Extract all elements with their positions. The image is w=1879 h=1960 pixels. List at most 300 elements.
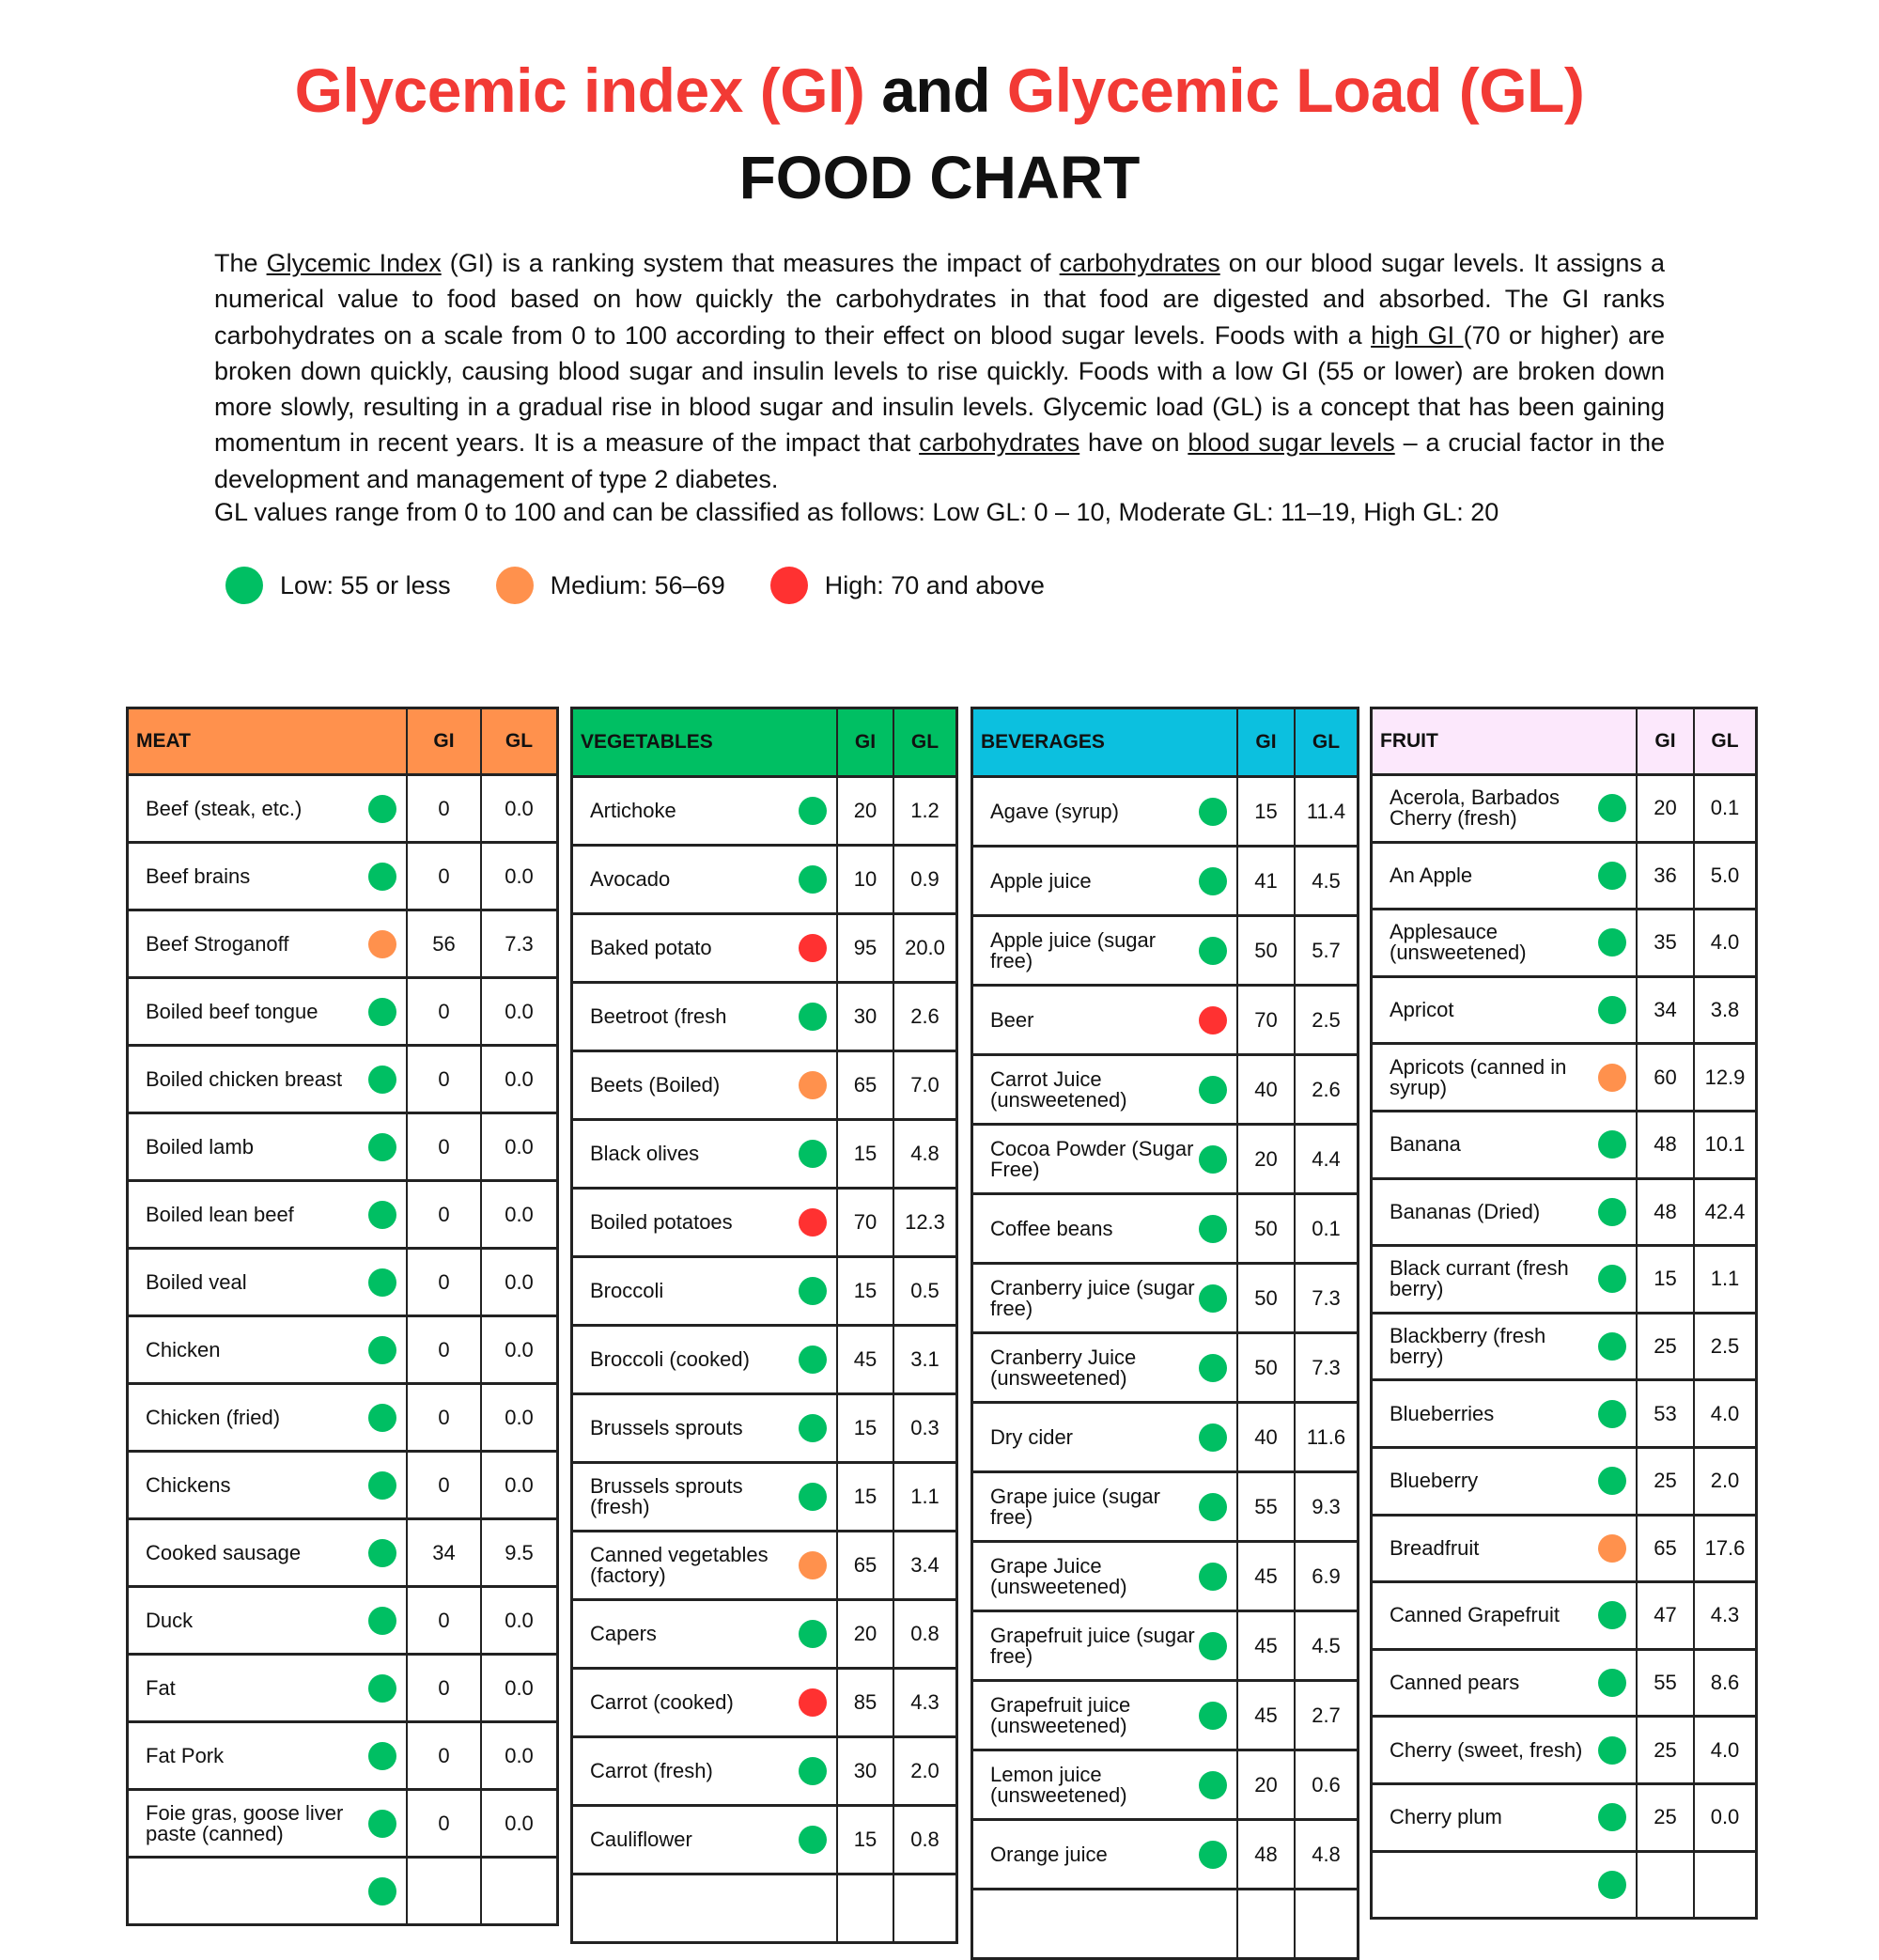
gi-level-low-dot-icon xyxy=(799,1620,827,1648)
food-name-text: Fat xyxy=(146,1675,176,1700)
gi-value xyxy=(838,1875,894,1941)
food-name-text: Carrot (cooked) xyxy=(590,1690,734,1714)
gi-value xyxy=(838,1395,894,1461)
food-name-text: An Apple xyxy=(1390,863,1473,887)
food-name-text: Apricots (canned in syrup) xyxy=(1390,1054,1567,1099)
table-row xyxy=(573,1601,955,1670)
table-row xyxy=(573,1807,955,1875)
column-header-gl: GL xyxy=(1312,731,1341,753)
gl-text: 42.4 xyxy=(1704,1199,1746,1223)
food-name xyxy=(1373,1045,1638,1110)
column-header-category: VEGETABLES xyxy=(573,709,838,775)
gl-text: 0.0 xyxy=(505,1472,534,1497)
food-name xyxy=(573,1601,838,1667)
table-row xyxy=(573,1258,955,1327)
food-name xyxy=(573,1121,838,1187)
gl-value xyxy=(482,979,556,1044)
food-name-text: Canned pears xyxy=(1390,1671,1520,1695)
gi-value xyxy=(408,1114,482,1179)
gi-value xyxy=(1238,1751,1296,1818)
food-name xyxy=(973,1334,1238,1401)
table-row xyxy=(129,1317,556,1385)
food-name-text: Grape Juice (unsweetened) xyxy=(990,1553,1127,1598)
intro-link[interactable]: carbohydrates xyxy=(1059,249,1220,277)
gi-text: 15 xyxy=(853,1142,877,1165)
gl-text: 10.1 xyxy=(1704,1132,1746,1157)
food-name-text: Grape juice (sugar free) xyxy=(990,1484,1160,1529)
table-row xyxy=(1373,1517,1755,1584)
gi-value xyxy=(408,1859,482,1923)
gl-value xyxy=(1296,1543,1357,1610)
gi-text: 10 xyxy=(853,867,877,891)
gl-text: 12.9 xyxy=(1704,1065,1746,1089)
gi-level-low-dot-icon xyxy=(1199,1423,1227,1452)
gl-text: 4.5 xyxy=(1312,1633,1341,1657)
gi-value xyxy=(408,844,482,909)
gi-value xyxy=(408,1588,482,1653)
page-title xyxy=(0,54,1879,126)
food-name-text: Apple juice xyxy=(990,868,1092,893)
legend-label: Low: 55 or less xyxy=(280,570,451,599)
table-row xyxy=(973,987,1357,1056)
title-gl: Glycemic Load (GL) xyxy=(1006,55,1585,125)
food-name xyxy=(573,1395,838,1461)
table-row xyxy=(573,1121,955,1190)
gi-value xyxy=(1638,1180,1695,1245)
food-name-text: Chicken xyxy=(146,1337,221,1361)
gl-text: 4.8 xyxy=(1312,1842,1341,1866)
table-row xyxy=(973,1404,1357,1473)
food-name-text: Black olives xyxy=(590,1142,700,1165)
gl-value xyxy=(1695,1449,1755,1514)
gi-value xyxy=(838,1327,894,1392)
gi-level-low-dot-icon xyxy=(1598,1736,1626,1765)
food-name xyxy=(573,1532,838,1598)
table-row xyxy=(973,778,1357,848)
food-name xyxy=(129,1182,408,1247)
gl-value xyxy=(894,1601,955,1667)
gi-level-low-dot-icon xyxy=(1199,1076,1227,1104)
gl-text: 1.1 xyxy=(1710,1267,1740,1291)
gi-level-low-dot-icon xyxy=(1598,1130,1626,1159)
gi-level-low-dot-icon xyxy=(1598,1669,1626,1697)
intro-link[interactable]: blood sugar levels xyxy=(1188,428,1395,458)
food-name xyxy=(129,911,408,976)
gl-value xyxy=(482,1520,556,1585)
gl-text: 4.4 xyxy=(1312,1146,1341,1171)
gl-value xyxy=(894,1052,955,1118)
gi-value xyxy=(1238,1195,1296,1262)
gi-level-low-dot-icon xyxy=(368,1607,396,1635)
gi-value xyxy=(1238,1473,1296,1540)
gi-level-high-dot-icon xyxy=(799,1688,827,1717)
gi-value xyxy=(1238,987,1296,1053)
food-name-text: Chicken (fried) xyxy=(146,1405,281,1429)
column-header-category: FRUIT xyxy=(1373,709,1638,773)
food-name xyxy=(573,1190,838,1255)
gi-level-low-dot-icon xyxy=(799,1277,827,1305)
column-header-category: MEAT xyxy=(129,709,408,773)
gl-value xyxy=(1695,1583,1755,1648)
legend xyxy=(225,567,1090,604)
gl-value xyxy=(894,1121,955,1187)
intro-text: – a crucial factor in the development and management of type 2 diabetes. xyxy=(214,428,1665,493)
food-name-text: Beets (Boiled) xyxy=(590,1073,721,1097)
table-row xyxy=(573,984,955,1052)
gi-level-low-dot-icon xyxy=(1199,798,1227,826)
gl-text: 0.0 xyxy=(505,1405,534,1429)
gi-text: 0 xyxy=(438,1608,450,1632)
food-name-text: Orange juice xyxy=(990,1842,1108,1866)
food-name-text: Canned Grapefruit xyxy=(1390,1603,1560,1627)
food-name-text: Grapefruit juice (sugar free) xyxy=(990,1623,1195,1668)
gi-level-low-dot-icon xyxy=(1598,862,1626,890)
gi-text: 45 xyxy=(1254,1563,1278,1588)
gl-value xyxy=(482,911,556,976)
gl-value xyxy=(1695,1247,1755,1312)
table-row xyxy=(973,1265,1357,1334)
gi-text: 50 xyxy=(1254,938,1278,962)
gl-value xyxy=(1695,1045,1755,1110)
gl-text: 0.5 xyxy=(910,1279,940,1302)
gl-value xyxy=(1296,987,1357,1053)
food-name xyxy=(573,1052,838,1118)
gi-text: 0 xyxy=(438,1202,450,1226)
food-name-text: Brussels sprouts xyxy=(590,1416,743,1439)
table-row xyxy=(973,1195,1357,1265)
gi-level-low-dot-icon xyxy=(1199,1702,1227,1730)
table-row xyxy=(1373,1045,1755,1112)
food-name xyxy=(129,776,408,841)
gl-value xyxy=(894,1190,955,1255)
food-name xyxy=(1373,1853,1638,1918)
gi-level-low-dot-icon xyxy=(799,1003,827,1031)
food-name xyxy=(1373,1718,1638,1782)
gl-text: 20.0 xyxy=(905,936,945,959)
gl-text: 3.8 xyxy=(1710,998,1740,1022)
table-row xyxy=(129,1047,556,1114)
gl-ranges-text: GL values range from 0 to 100 and can be classified as follows: Low GL: 0 – 10, Moderate GL: 11–19, High GL: 20 xyxy=(214,498,1499,526)
gi-value xyxy=(1638,1651,1695,1716)
food-name-text: Broccoli xyxy=(590,1279,664,1302)
gi-value xyxy=(838,1601,894,1667)
food-name xyxy=(129,844,408,909)
gl-text: 11.6 xyxy=(1306,1424,1346,1449)
gi-text: 25 xyxy=(1654,1737,1677,1762)
table-vegetables xyxy=(570,707,958,1944)
food-name xyxy=(973,1126,1238,1192)
food-name xyxy=(129,1317,408,1382)
gi-text: 15 xyxy=(853,1828,877,1851)
food-name xyxy=(1373,1449,1638,1514)
food-name xyxy=(973,1682,1238,1749)
food-name xyxy=(973,1543,1238,1610)
food-name-text: Boiled chicken breast xyxy=(146,1066,343,1091)
gi-level-low-dot-icon xyxy=(1199,1493,1227,1521)
gl-text: 11.4 xyxy=(1306,799,1346,823)
gi-value xyxy=(408,776,482,841)
table-row xyxy=(129,1520,556,1588)
legend-item-low xyxy=(225,567,451,604)
food-name xyxy=(973,987,1238,1053)
gl-text: 9.5 xyxy=(505,1540,534,1564)
gi-value xyxy=(408,1520,482,1585)
food-name xyxy=(973,917,1238,984)
food-name-text: Apricot xyxy=(1390,998,1454,1022)
food-name-text: Chickens xyxy=(146,1472,231,1497)
gi-text: 15 xyxy=(853,1416,877,1439)
intro-text: have on xyxy=(1079,428,1188,458)
gi-level-low-dot-icon xyxy=(1598,1871,1626,1899)
gl-text: 8.6 xyxy=(1710,1671,1740,1695)
gi-value xyxy=(1638,1314,1695,1379)
gl-value xyxy=(482,1385,556,1450)
gi-value xyxy=(1638,978,1695,1043)
table-row xyxy=(129,1791,556,1859)
gi-value xyxy=(408,1723,482,1788)
gl-value xyxy=(1296,1195,1357,1262)
food-name xyxy=(129,1859,408,1923)
food-name xyxy=(129,1385,408,1450)
gi-level-high-dot-icon xyxy=(799,934,827,962)
gi-value xyxy=(1238,1612,1296,1679)
table-row xyxy=(973,1473,1357,1543)
gl-value xyxy=(1695,776,1755,841)
table-row xyxy=(973,1821,1357,1890)
gi-text: 50 xyxy=(1254,1216,1278,1240)
gl-text: 0.0 xyxy=(505,999,534,1023)
gi-text: 0 xyxy=(438,1405,450,1429)
gl-value xyxy=(482,1317,556,1382)
gi-level-low-dot-icon xyxy=(368,1877,396,1906)
gi-text: 95 xyxy=(853,936,877,959)
table-row xyxy=(1373,1651,1755,1719)
gl-text: 0.0 xyxy=(505,1269,534,1294)
gi-value xyxy=(1638,776,1695,841)
gi-value xyxy=(408,911,482,976)
gi-text: 15 xyxy=(853,1485,877,1508)
gl-value xyxy=(894,984,955,1050)
gl-value xyxy=(1296,1751,1357,1818)
table-row xyxy=(129,1723,556,1791)
table-row xyxy=(129,1250,556,1317)
table-row xyxy=(1373,1583,1755,1651)
gl-text: 0.0 xyxy=(505,1337,534,1361)
gl-text: 3.1 xyxy=(910,1347,940,1371)
gi-level-low-dot-icon xyxy=(368,795,396,823)
gi-level-low-dot-icon xyxy=(1199,937,1227,965)
legend-dot-high-icon xyxy=(770,567,808,604)
column-header-gl: GL xyxy=(910,731,940,753)
gi-level-low-dot-icon xyxy=(1598,928,1626,957)
intro-link[interactable]: high GI xyxy=(1371,320,1464,350)
gi-value xyxy=(408,1317,482,1382)
food-name xyxy=(973,1056,1238,1123)
gi-level-low-dot-icon xyxy=(368,1742,396,1770)
gl-value xyxy=(894,1738,955,1804)
gi-level-low-dot-icon xyxy=(368,1810,396,1838)
table-row xyxy=(973,848,1357,917)
table-row xyxy=(573,1327,955,1395)
gi-level-low-dot-icon xyxy=(799,1414,827,1442)
gi-value xyxy=(1638,1045,1695,1110)
food-name xyxy=(973,848,1238,914)
legend-dot-medium-icon xyxy=(496,567,534,604)
gl-value xyxy=(894,1807,955,1873)
gl-value xyxy=(894,1670,955,1735)
gi-text: 0 xyxy=(438,1472,450,1497)
gi-value xyxy=(408,1182,482,1247)
gi-level-medium-dot-icon xyxy=(1598,1534,1626,1563)
gi-value xyxy=(838,1532,894,1598)
food-name xyxy=(573,1807,838,1873)
food-name-text: Cherry (sweet, fresh) xyxy=(1390,1737,1583,1762)
table-meat xyxy=(126,707,559,1926)
food-name xyxy=(1373,1651,1638,1716)
food-name xyxy=(1373,776,1638,841)
gi-text: 34 xyxy=(432,1540,456,1564)
gl-value xyxy=(1296,848,1357,914)
legend-label: High: 70 and above xyxy=(824,570,1045,599)
food-name xyxy=(1373,1247,1638,1312)
gi-text: 20 xyxy=(853,1622,877,1645)
gi-level-low-dot-icon xyxy=(1199,1215,1227,1243)
gi-text: 65 xyxy=(853,1073,877,1097)
food-name-text: Artichoke xyxy=(590,799,676,822)
table-row xyxy=(129,844,556,911)
gi-level-low-dot-icon xyxy=(1598,1601,1626,1629)
legend-item-medium xyxy=(496,567,725,604)
food-name-text: Blackberry (fresh berry) xyxy=(1390,1324,1546,1369)
gi-text: 48 xyxy=(1654,1132,1677,1157)
column-header-gl: GL xyxy=(505,730,534,752)
title-gi: Glycemic index (GI) xyxy=(294,55,865,125)
gl-text: 4.0 xyxy=(1710,930,1740,955)
gl-value xyxy=(1296,1612,1357,1679)
gl-value xyxy=(482,844,556,909)
table-row xyxy=(1373,1853,1755,1921)
food-name-text: Blueberries xyxy=(1390,1401,1495,1425)
food-name xyxy=(573,1464,838,1530)
food-name-text: Boiled lean beef xyxy=(146,1202,294,1226)
page-subtitle: FOOD CHART xyxy=(738,144,1141,211)
gi-value xyxy=(1638,1112,1695,1177)
gi-level-low-dot-icon xyxy=(368,1133,396,1161)
gi-level-medium-dot-icon xyxy=(368,930,396,958)
gi-value xyxy=(408,1791,482,1856)
gi-text: 0 xyxy=(438,1743,450,1767)
gi-text: 15 xyxy=(1254,799,1278,823)
gi-text: 56 xyxy=(432,931,456,956)
gl-text: 17.6 xyxy=(1704,1535,1746,1560)
table-header xyxy=(573,709,955,778)
table-row xyxy=(129,979,556,1047)
gi-value xyxy=(1638,844,1695,909)
table-row xyxy=(1373,1449,1755,1517)
table-row xyxy=(129,911,556,979)
food-name xyxy=(1373,1785,1638,1850)
gi-level-low-dot-icon xyxy=(1598,1467,1626,1495)
gi-text: 35 xyxy=(1654,930,1677,955)
gi-text: 65 xyxy=(1654,1535,1677,1560)
gi-level-low-dot-icon xyxy=(368,1201,396,1229)
intro-link[interactable]: Glycemic Index xyxy=(266,249,442,277)
gi-text: 50 xyxy=(1254,1285,1278,1310)
gi-value xyxy=(1238,1682,1296,1749)
gi-value xyxy=(1638,1381,1695,1446)
gi-text: 50 xyxy=(1254,1355,1278,1379)
food-name xyxy=(973,1612,1238,1679)
table-fruit xyxy=(1370,707,1758,1920)
table-header xyxy=(973,709,1357,778)
food-name-text: Lemon juice (unsweetened) xyxy=(990,1762,1127,1807)
food-name xyxy=(1373,1517,1638,1581)
gi-value xyxy=(1238,1404,1296,1470)
table-row xyxy=(573,1464,955,1532)
gi-level-low-dot-icon xyxy=(799,1346,827,1374)
gi-text: 20 xyxy=(1254,1772,1278,1797)
table-row xyxy=(573,847,955,915)
gi-value xyxy=(838,1464,894,1530)
gl-value xyxy=(894,1875,955,1941)
gl-text: 7.3 xyxy=(505,931,534,956)
gl-value xyxy=(482,1588,556,1653)
food-name xyxy=(973,1265,1238,1331)
food-name-text: Applesauce (unsweetened) xyxy=(1390,920,1527,965)
gi-level-low-dot-icon xyxy=(1598,1803,1626,1831)
gl-text: 2.7 xyxy=(1312,1703,1341,1727)
gl-value xyxy=(1296,1890,1357,1957)
gl-text: 2.5 xyxy=(1312,1007,1341,1032)
gl-value xyxy=(894,1327,955,1392)
gl-text: 0.0 xyxy=(505,1202,534,1226)
food-name xyxy=(973,1404,1238,1470)
gl-value xyxy=(1296,1404,1357,1470)
intro-link[interactable]: carbohydrates xyxy=(919,428,1080,458)
intro-text: (GI) is a ranking system that measures the impact of xyxy=(441,249,1060,277)
gi-text: 41 xyxy=(1254,868,1278,893)
food-name xyxy=(973,1195,1238,1262)
gl-value xyxy=(1695,978,1755,1043)
food-name xyxy=(573,1670,838,1735)
gi-value xyxy=(1638,1583,1695,1648)
gl-text: 2.5 xyxy=(1710,1334,1740,1359)
gi-value xyxy=(408,1385,482,1450)
food-name-text: Coffee beans xyxy=(990,1216,1113,1240)
column-header-gi: GI xyxy=(838,709,894,775)
table-row xyxy=(1373,844,1755,911)
food-name-text: Acerola, Barbados Cherry (fresh) xyxy=(1390,786,1560,831)
gi-value xyxy=(838,984,894,1050)
gl-value xyxy=(894,1395,955,1461)
table-row xyxy=(1373,1314,1755,1382)
table-row xyxy=(973,1126,1357,1195)
gl-text: 5.0 xyxy=(1710,863,1740,887)
food-name xyxy=(129,1791,408,1856)
gl-text: 0.0 xyxy=(505,1675,534,1700)
gi-value xyxy=(1638,1517,1695,1581)
table-row xyxy=(573,1190,955,1258)
gi-level-low-dot-icon xyxy=(1598,1400,1626,1428)
gi-value xyxy=(838,915,894,981)
table-header xyxy=(129,709,556,776)
table-row xyxy=(973,1543,1357,1612)
food-name-text: Carrot Juice (unsweetened) xyxy=(990,1066,1127,1112)
gl-text: 4.5 xyxy=(1312,868,1341,893)
column-header-gi: GI xyxy=(408,709,482,773)
gi-text: 0 xyxy=(438,796,450,820)
food-name xyxy=(1373,844,1638,909)
